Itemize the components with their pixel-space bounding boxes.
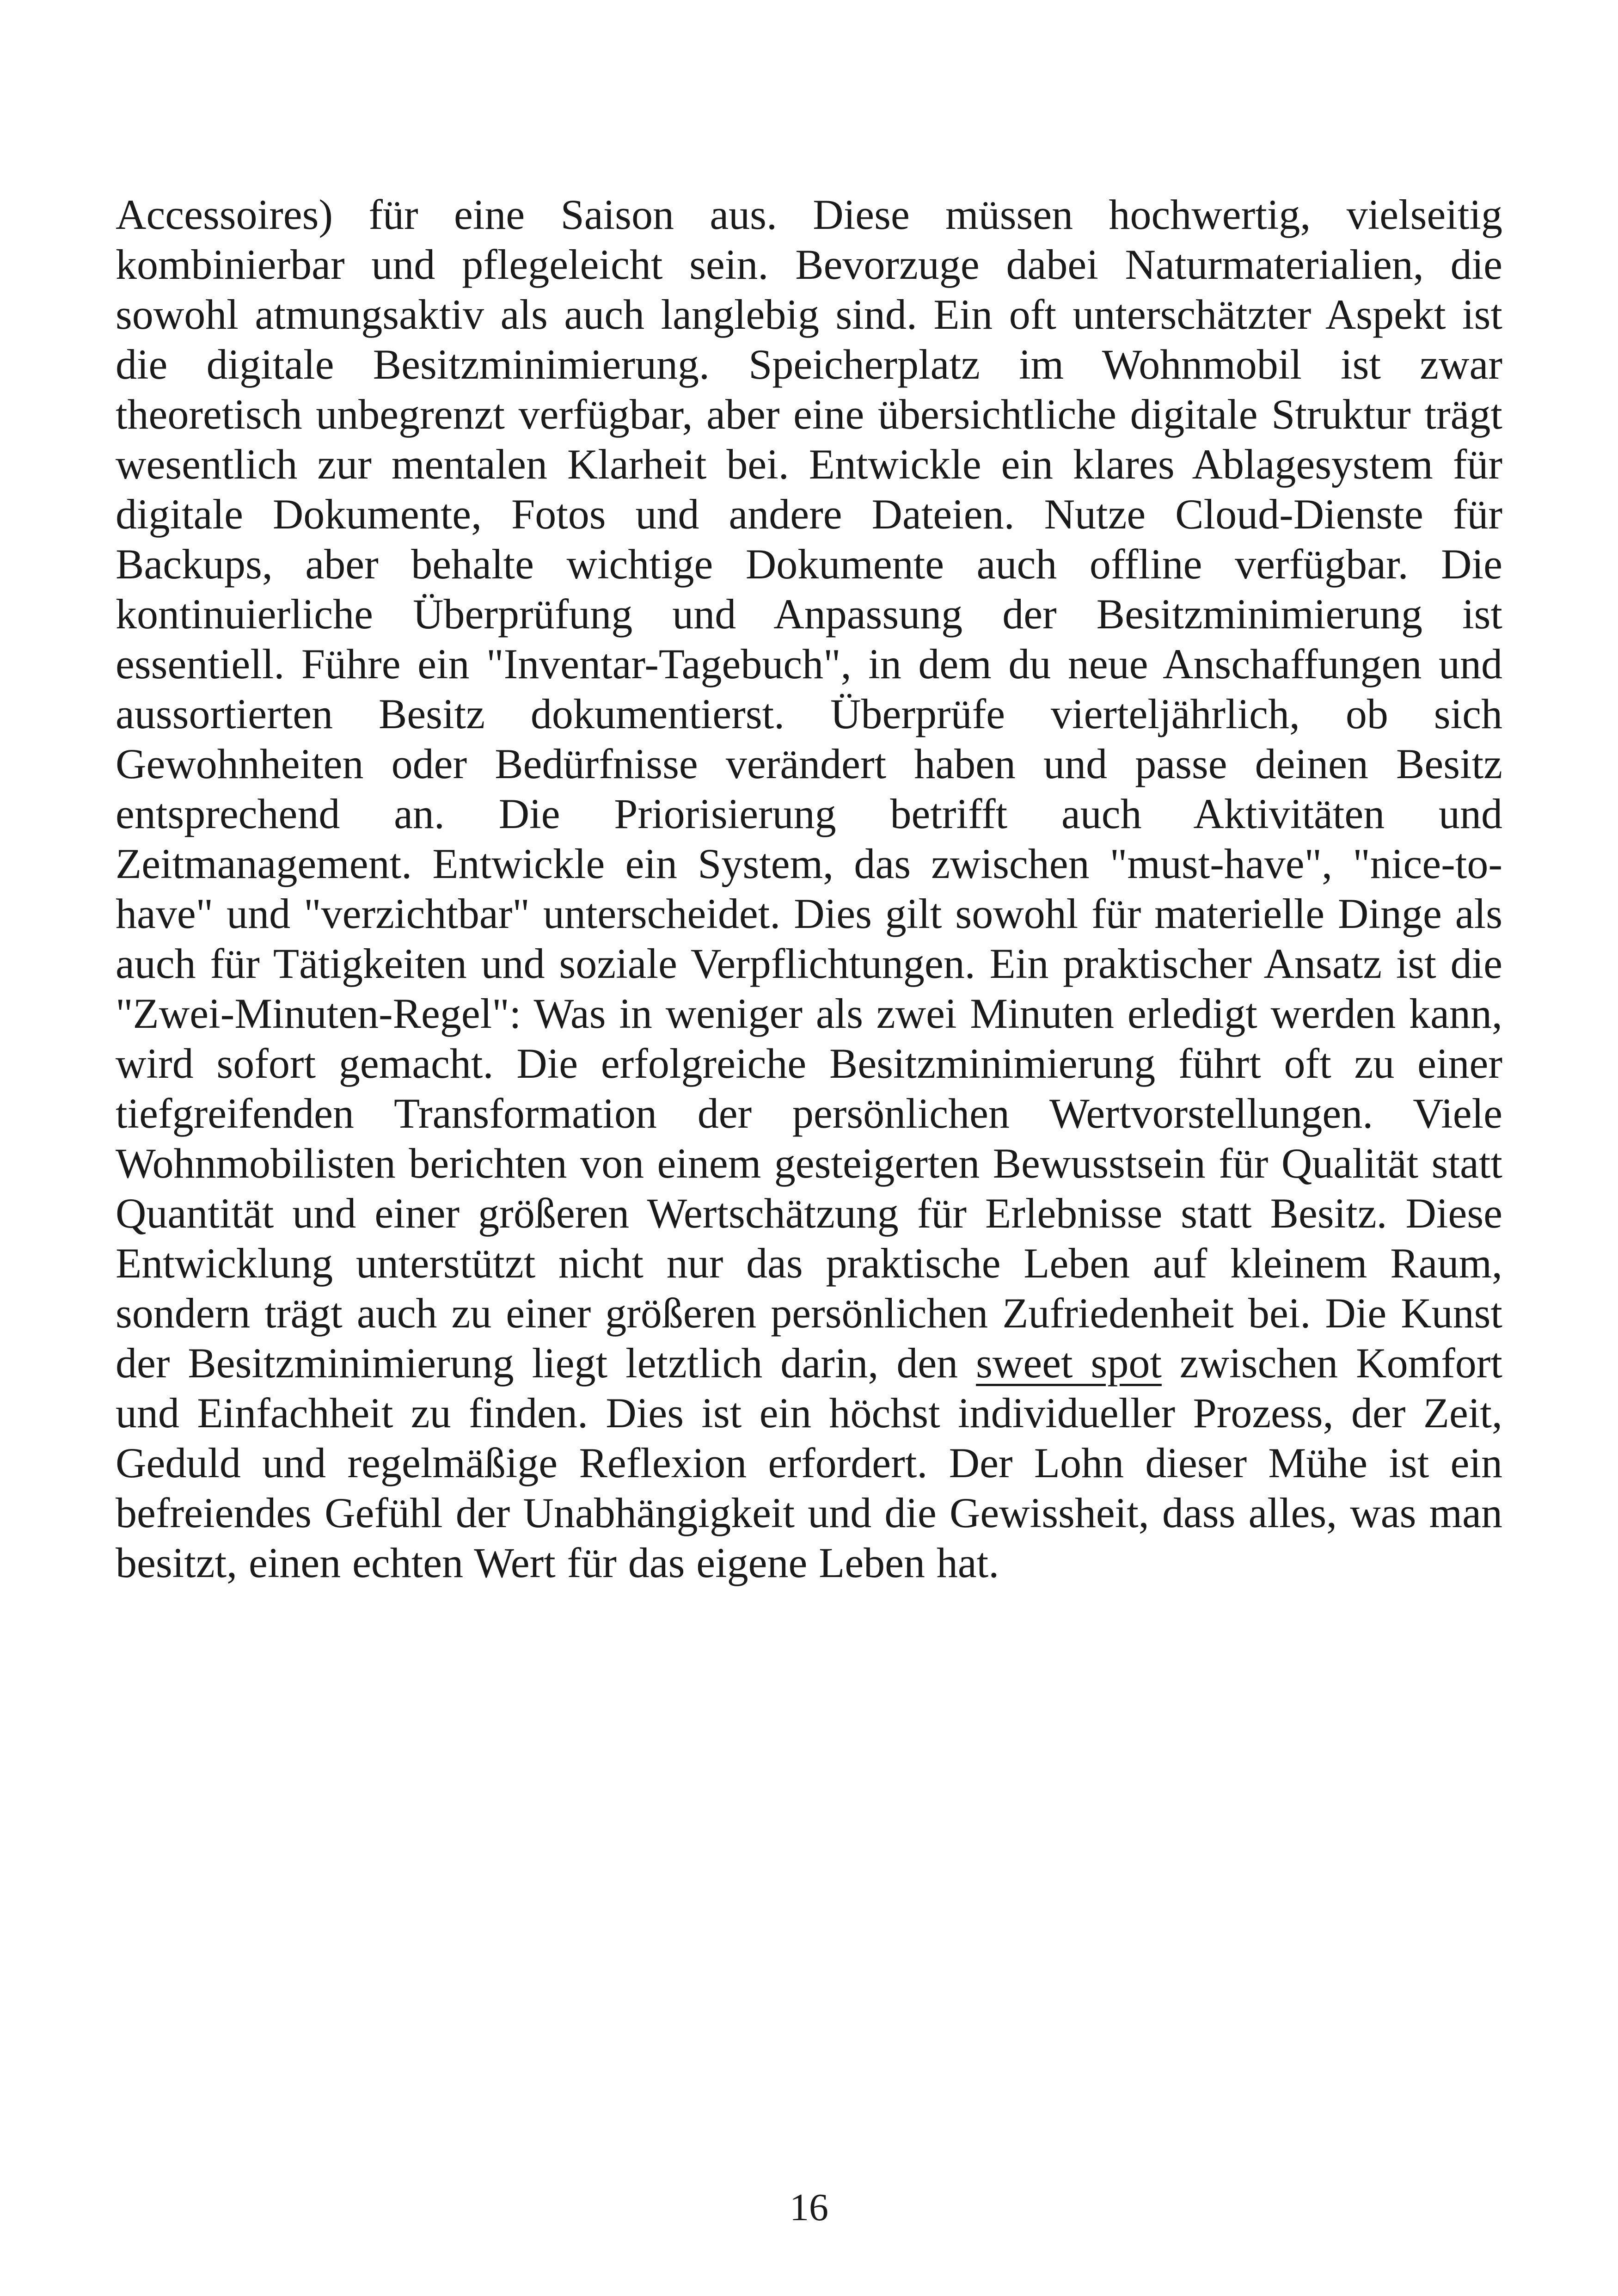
underlined-phrase: sweet spot — [976, 1339, 1162, 1387]
body-paragraph — [116, 190, 1502, 1588]
paragraph-text-part-1: Accessoires) für eine Saison aus. Diese müssen hochwertig, vielseitig kombinierbar und pflegeleicht sein. Bevorzuge dabei Naturmaterialien, die sowohl atmungsaktiv als auch langlebig sind. Ein oft unterschätzter Aspekt ist die digitale Besitzminimierung. Speicherplatz im Wohnmobil ist zwar theoretisch unbegrenzt verfügbar, aber eine übersichtliche digitale Struktur trägt wesentlich zur mentalen Klarheit bei. Entwickle ein klares Ablagesystem für digitale Dokumente, Fotos und andere Dateien. Nutze Cloud-Dienste für Backups, aber behalte wichtige Dokumente auch offline verfügbar. Die kontinuierliche Überprüfung und Anpassung der Besitzminimierung ist essentiell. Führe ein "Inventar-Tagebuch", in dem du neue Anschaffungen und aussortierten Besitz dokumentierst. Überprüfe vierteljährlich, ob sich Gewohnheiten oder Bedürfnisse verändert haben und passe deinen Besitz entsprechend an. Die Priorisierung betrifft auch Aktivitäten und Zeitmanagement. Entwickle ein System, das zwischen "must-have", "nice-to-have" und "verzichtbar" unterscheidet. Dies gilt sowohl für materielle Dinge als auch für Tätigkeiten und soziale Verpflichtungen. Ein praktischer Ansatz ist die "Zwei-Minuten-Regel": Was in weniger als zwei Minuten erledigt werden kann, wird sofort gemacht. Die erfolgreiche Besitzminimierung führt oft zu einer tiefgreifenden Transformation der persönlichen Wertvorstellungen. Viele Wohnmobilisten berichten von einem gesteigerten Bewusstsein für Qualität statt Quantität und einer größeren Wertschätzung für Erlebnisse statt Besitz. Diese Entwicklung unterstützt nicht nur das praktische Leben auf kleinem Raum, sondern trägt auch zu einer größeren persönlichen Zufriedenheit bei. Die Kunst der Besitzminimierung liegt letztlich darin, den — [116, 191, 1502, 1387]
paragraph-text-part-2: zwischen Komfort und Einfachheit zu finden. Dies ist ein höchst individueller Prozess, der Zeit, Geduld und regelmäßige Reflexion erfordert. Der Lohn dieser Mühe ist ein befreiendes Gefühl der Unabhängigkeit und die Gewissheit, dass alles, was man besitzt, einen echten Wert für das eigene Leben hat. — [116, 1339, 1502, 1586]
page-number: 16 — [790, 2186, 828, 2229]
